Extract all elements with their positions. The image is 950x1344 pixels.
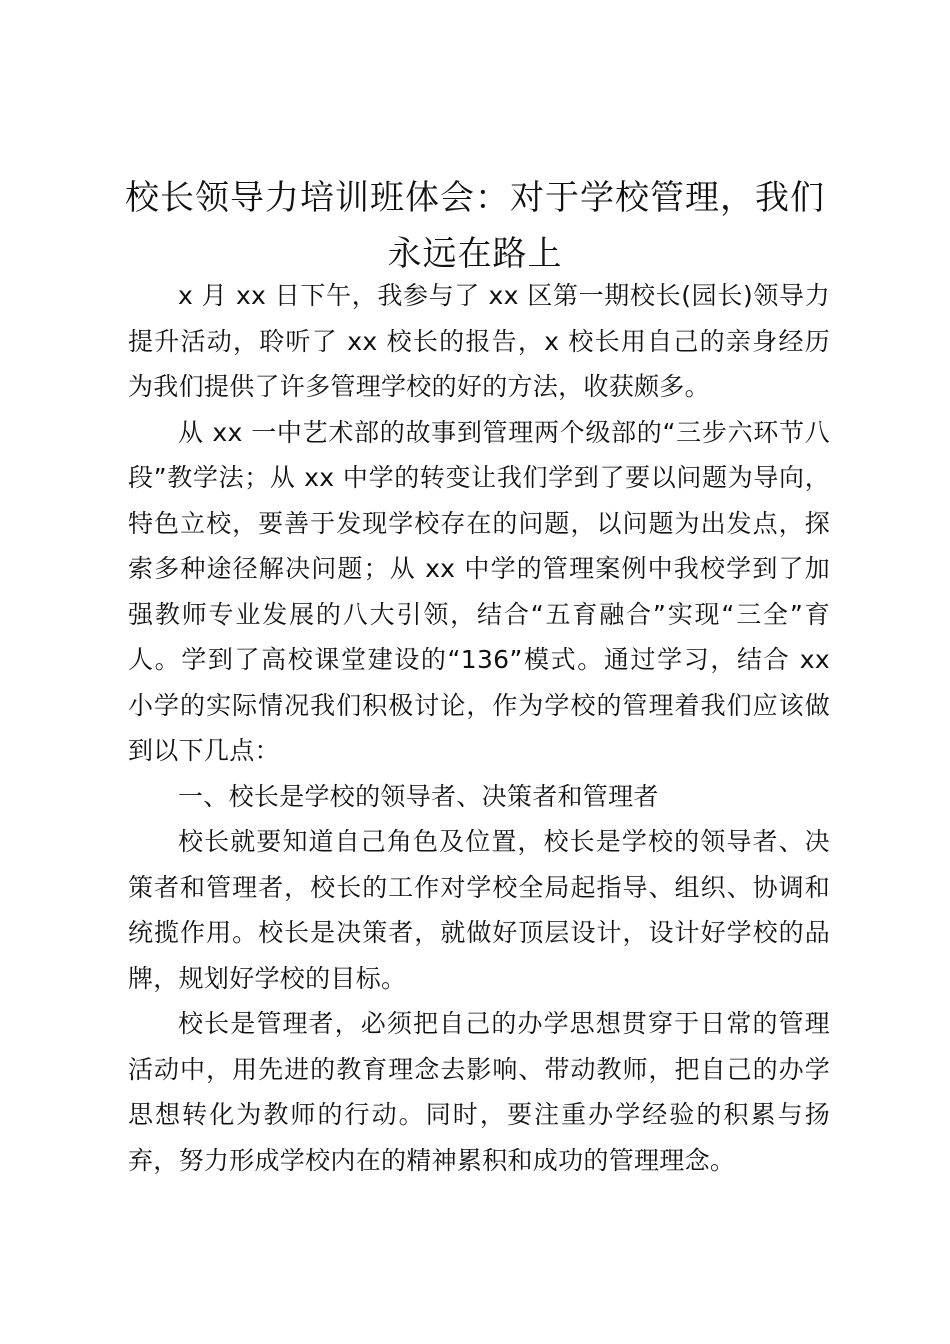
section-heading-1: 一、校长是学校的领导者、决策者和管理者 <box>178 781 659 811</box>
paragraph-intro: x 月 xx 日下午，我参与了 xx 区第一期校长(园长)领导力提升活动，聆听了 xx 校长的报告，x 校长用自己的亲身经历为我们提供了许多管理学校的好的方法，收获颇多。 <box>128 281 830 401</box>
paragraph-principal-manager: 校长是管理者，必须把自己的办学思想贯穿于日常的管理活动中，用先进的教育理念去影响、带动教师，把自己的办学思想转化为教师的行动。同时，要注重办学经验的积累与扬弃，努力形成学校内在的精神累积和成功的管理理念。 <box>128 1009 830 1175</box>
paragraph-principal-role: 校长就要知道自己角色及位置，校长是学校的领导者、决策者和管理者，校长的工作对学校全局起指导、组织、协调和统揽作用。校长是决策者，就做好顶层设计，设计好学校的品牌，规划好学校的目标。 <box>128 827 830 993</box>
document-title: 校长领导力培训班体会：对于学校管理，我们永远在路上 <box>125 178 825 274</box>
document-body <box>128 273 830 1183</box>
paragraph-learnings: 从 xx 一中艺术部的故事到管理两个级部的“三步六环节八段”教学法；从 xx 中学的转变让我们学到了要以问题为导向，特色立校，要善于发现学校存在的问题，以问题为出发点，探索多种途径解决问题；从 xx 中学的管理案例中我校学到了加强教师专业发展的八大引领，结合“五育融合”实现“三全”育人。学到了高校课堂建设的“136”模式。通过学习，结合 xx 小学的实际情况我们积极讨论，作为学校的管理着我们应该做到以下几点： <box>128 417 830 765</box>
